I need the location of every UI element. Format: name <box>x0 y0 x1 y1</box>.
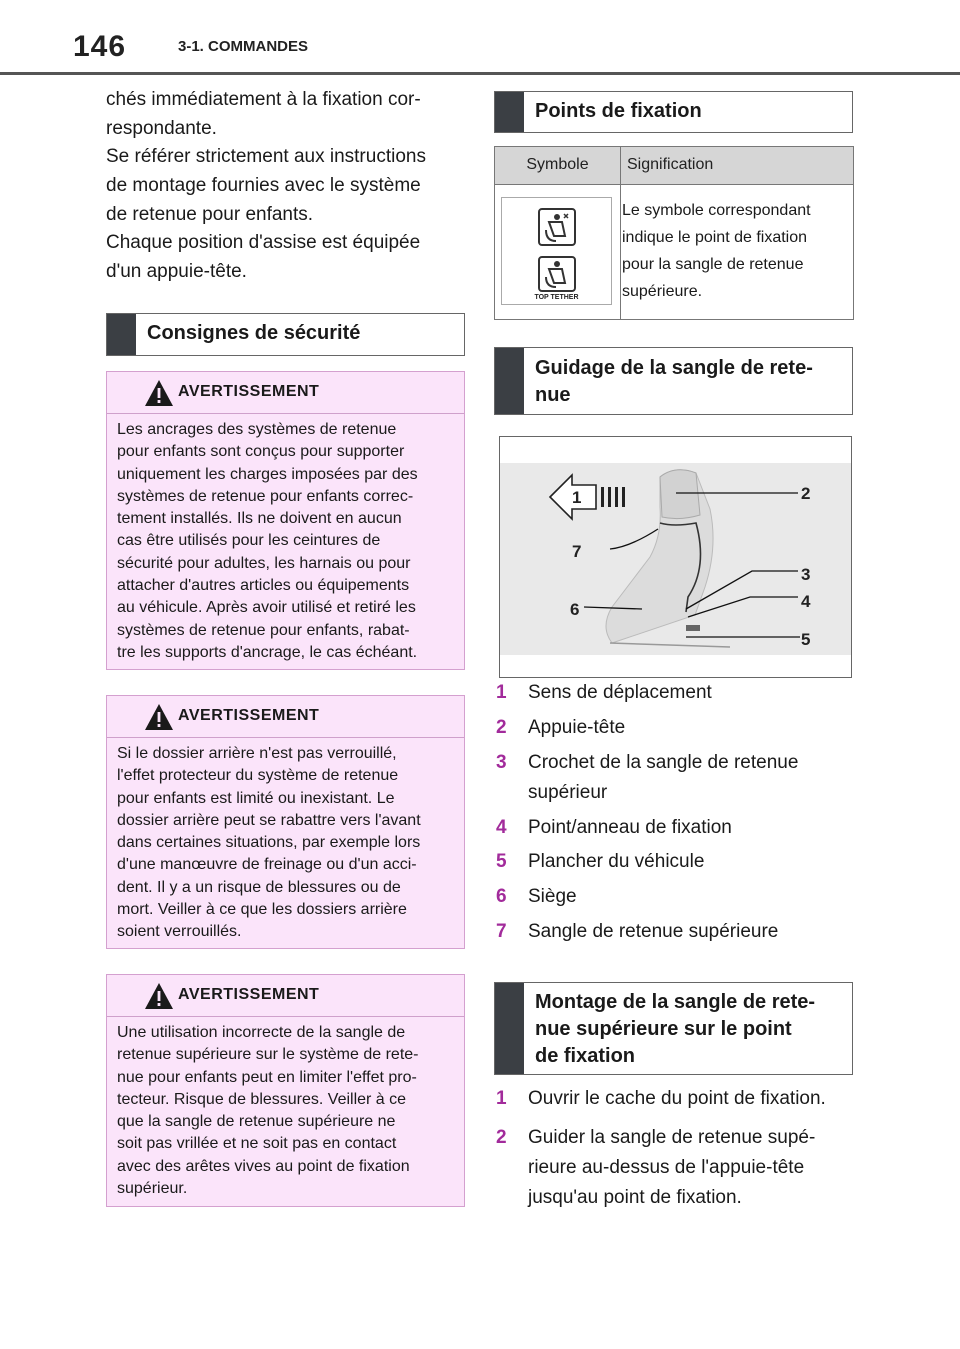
text-line: soient verrouillés. <box>117 923 242 941</box>
text-line: avec des arêtes vives au point de fixation <box>117 1157 410 1175</box>
text-line: Une utilisation incorrecte de la sangle de <box>117 1024 406 1041</box>
callout-1: 1 <box>572 488 582 507</box>
section-bar <box>495 348 524 414</box>
text-line: supérieur <box>528 782 608 803</box>
text-line: que la sangle de retenue supérieure ne <box>117 1113 396 1131</box>
section-header-strap-routing <box>494 347 853 415</box>
callout-2: 2 <box>801 484 811 503</box>
text-line: rieure au-dessus de l'appuie-tête <box>528 1157 805 1178</box>
chapter-title: 3-1. COMMANDES <box>178 38 309 55</box>
seat-diagram <box>500 437 851 677</box>
text-line: pour la sangle de retenue <box>622 256 804 273</box>
legend-text: Point/anneau de fixation <box>528 817 732 838</box>
text-line: Si le dossier arrière n'est pas verrouillé, <box>117 745 397 762</box>
text-line: soit pas vrillée et ne soit pas en contact <box>117 1135 397 1153</box>
seat-tether-figure <box>499 436 852 678</box>
text-line: tement installés. Ils ne doivent en aucun <box>117 510 402 528</box>
text-line: uniquement les charges imposées par des <box>117 465 418 483</box>
warning-header <box>107 696 464 738</box>
warning-box-2 <box>106 695 465 949</box>
section-title: Points de fixation <box>535 100 702 122</box>
step-text: Ouvrir le cache du point de fixation. <box>528 1088 826 1109</box>
text-line: indique le point de fixation <box>622 229 808 246</box>
warning-body <box>117 1022 456 1200</box>
warning-triangle-icon <box>144 981 174 1011</box>
legend-number: 1 <box>496 682 507 703</box>
warning-body <box>117 743 456 944</box>
legend-number: 6 <box>496 886 507 907</box>
text-line: sécurité pour adultes, les harnais ou pour <box>117 554 411 572</box>
callout-7: 7 <box>572 542 582 561</box>
callout-4: 4 <box>801 592 811 611</box>
warning-body <box>117 419 456 664</box>
table-header-symbol: Symbole <box>495 147 620 184</box>
legend-number: 7 <box>496 921 507 942</box>
table-header-meaning: Signification <box>621 147 853 184</box>
step-number: 2 <box>496 1127 507 1148</box>
text-line: supérieure. <box>622 283 703 300</box>
warning-title: AVERTISSEMENT <box>178 707 320 724</box>
warning-title: AVERTISSEMENT <box>178 986 320 1003</box>
legend-text: Sens de déplacement <box>528 682 712 703</box>
child-seat-anchor-icon <box>538 208 576 246</box>
text-line: supérieur. <box>117 1180 188 1198</box>
text-line: de montage fournies avec le système <box>106 175 421 196</box>
text-line: tre les supports d'ancrage, le cas échéant. <box>117 643 418 661</box>
section-title <box>535 355 842 409</box>
table-divider <box>620 147 621 319</box>
section-title: Consignes de sécurité <box>147 322 361 344</box>
legend-number: 5 <box>496 851 507 872</box>
text-line: d'un appuie-tête. <box>106 261 247 282</box>
tether-label: TOP TETHER <box>534 294 579 301</box>
text-line: d'une manœuvre de freinage ou d'un acci- <box>117 856 417 874</box>
section-header-anchor-points <box>494 91 853 133</box>
warning-title: AVERTISSEMENT <box>178 383 320 400</box>
top-tether-icon <box>538 256 576 292</box>
intro-paragraph-3 <box>106 228 466 286</box>
legend-number: 4 <box>496 817 507 838</box>
text-line: Crochet de la sangle de retenue <box>528 752 799 773</box>
text-line: mort. Veiller à ce que les dossiers arrière <box>117 901 407 919</box>
warning-triangle-icon <box>144 702 174 732</box>
text-line: jusqu'au point de fixation. <box>528 1187 742 1208</box>
legend-number: 2 <box>496 717 507 738</box>
page-number: 146 <box>73 30 127 63</box>
text-line: dans certaines situations, par exemple lors <box>117 834 421 852</box>
text-line: nue pour enfants peut en limiter l'effet pro- <box>117 1068 417 1086</box>
legend-text: Sangle de retenue supérieure <box>528 921 779 942</box>
symbol-table <box>494 146 854 320</box>
text-line: dossier arrière peut se rabattre vers l'avant <box>117 811 421 829</box>
legend-text <box>528 748 858 808</box>
warning-box-3 <box>106 974 465 1207</box>
legend-text: Appuie-tête <box>528 717 626 738</box>
meaning-cell <box>622 197 839 305</box>
legend-text: Siège <box>528 886 577 907</box>
text-line: au véhicule. Après avoir utilisé et retiré les <box>117 599 416 617</box>
callout-3: 3 <box>801 565 811 584</box>
text-line: Les ancrages des systèmes de retenue <box>117 421 397 438</box>
text-line: retenue supérieure sur le système de rete- <box>117 1046 419 1064</box>
text-line: nue supérieure sur le point <box>535 1018 792 1040</box>
text-line: Guidage de la sangle de rete- <box>535 357 813 379</box>
warning-box-1 <box>106 371 465 670</box>
intro-paragraph-1 <box>106 85 466 143</box>
text-line: systèmes de retenue pour enfants correc- <box>117 487 414 505</box>
text-line: Chaque position d'assise est équipée <box>106 232 421 253</box>
text-line: respondante. <box>106 118 217 139</box>
text-line: attacher d'autres articles ou équipements <box>117 577 410 595</box>
warning-header <box>107 372 464 414</box>
text-line: Montage de la sangle de rete- <box>535 991 816 1013</box>
section-header-safety <box>106 313 465 356</box>
text-line: tecteur. Risque de blessures. Veiller à ce <box>117 1090 407 1108</box>
section-bar <box>107 314 136 355</box>
text-line: pour enfants sont conçus pour supporter <box>117 443 405 461</box>
table-divider <box>495 184 853 185</box>
section-header-mounting <box>494 982 853 1075</box>
text-line: de fixation <box>535 1045 636 1067</box>
text-line: Le symbole correspondant <box>622 202 811 219</box>
intro-paragraph-2 <box>106 142 466 229</box>
legend-text: Plancher du véhicule <box>528 851 705 872</box>
text-line: Se référer strictement aux instructions <box>106 146 426 167</box>
callout-5: 5 <box>801 630 811 649</box>
text-line: de retenue pour enfants. <box>106 204 314 225</box>
warning-header <box>107 975 464 1017</box>
warning-triangle-icon <box>144 378 174 408</box>
step-text <box>528 1123 868 1213</box>
text-line: dent. Il y a un risque de blessures ou de <box>117 878 401 896</box>
text-line: nue <box>535 384 571 406</box>
legend-number: 3 <box>496 752 507 773</box>
symbol-cell <box>501 197 612 305</box>
callout-6: 6 <box>570 600 580 619</box>
text-line: pour enfants est limité ou inexistant. Le <box>117 789 395 807</box>
section-bar <box>495 92 524 132</box>
text-line: Guider la sangle de retenue supé- <box>528 1127 816 1148</box>
section-bar <box>495 983 524 1074</box>
text-line: systèmes de retenue pour enfants, rabat- <box>117 621 410 639</box>
section-title <box>535 989 842 1070</box>
text-line: l'effet protecteur du système de retenue <box>117 767 399 785</box>
text-line: cas être utilisés pour les ceintures de <box>117 532 381 550</box>
text-line: chés immédiatement à la fixation cor- <box>106 89 421 110</box>
header-divider <box>0 72 960 75</box>
step-number: 1 <box>496 1088 507 1109</box>
